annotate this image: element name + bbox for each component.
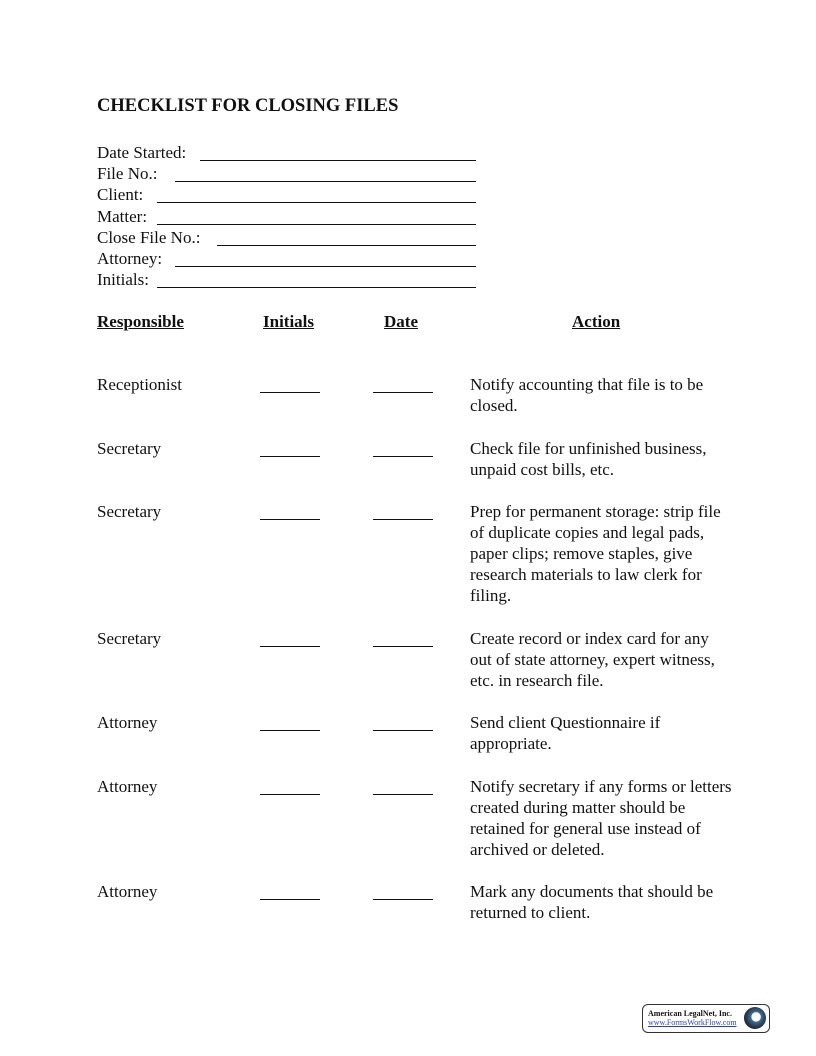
row-responsible: Secretary: [97, 502, 162, 521]
header-action: Action: [572, 312, 621, 331]
header-date: Date: [384, 312, 418, 331]
row-responsible: Attorney: [97, 882, 158, 901]
row-responsible: Attorney: [97, 713, 158, 732]
row-initials-blank[interactable]: [260, 501, 320, 520]
row-initials-blank[interactable]: [260, 628, 320, 647]
row-initials-blank[interactable]: [260, 881, 320, 900]
field-input-line[interactable]: [200, 142, 476, 161]
row-initials-blank[interactable]: [260, 712, 320, 731]
row-date-blank[interactable]: [373, 712, 433, 731]
field-label: Client:: [97, 185, 144, 205]
row-responsible: Secretary: [97, 439, 162, 458]
row-responsible: Receptionist: [97, 375, 182, 394]
row-action: Prep for permanent storage: strip file of duplicate copies and legal pads, paper clips; remove staples, give research materials to law clerk for filing.: [470, 502, 721, 605]
header-initials: Initials: [263, 312, 315, 331]
row-action: Create record or index card for any out of state attorney, expert witness, etc. in research file.: [470, 629, 715, 690]
header-responsible: Responsible: [97, 312, 184, 331]
row-date-blank[interactable]: [373, 501, 433, 520]
logo-url-link[interactable]: www.FormsWorkFlow.com: [648, 1018, 737, 1027]
row-initials-blank[interactable]: [260, 374, 320, 393]
row-initials-blank[interactable]: [260, 438, 320, 457]
row-date-blank[interactable]: [373, 628, 433, 647]
row-responsible: Secretary: [97, 629, 162, 648]
row-action: Check file for unfinished business, unpaid cost bills, etc.: [470, 439, 707, 479]
row-action: Send client Questionnaire if appropriate.: [470, 713, 661, 753]
row-date-blank[interactable]: [373, 776, 433, 795]
row-date-blank[interactable]: [373, 374, 433, 393]
row-date-blank[interactable]: [373, 438, 433, 457]
field-input-line[interactable]: [157, 206, 476, 225]
field-label: Close File No.:: [97, 227, 201, 247]
row-action: Notify accounting that file is to be closed.: [470, 375, 704, 415]
field-label: Matter:: [97, 206, 148, 226]
field-label: Date Started:: [97, 143, 187, 162]
field-label: Initials:: [97, 270, 149, 290]
row-initials-blank[interactable]: [260, 776, 320, 795]
field-input-line[interactable]: [175, 163, 476, 182]
row-responsible: Attorney: [97, 777, 158, 796]
field-input-line[interactable]: [157, 184, 476, 203]
row-action: Mark any documents that should be returned to client.: [470, 882, 714, 922]
logo-name: American LegalNet, Inc.: [648, 1009, 732, 1018]
field-input-line[interactable]: [217, 227, 476, 246]
globe-icon: [744, 1007, 766, 1029]
field-input-line[interactable]: [175, 248, 476, 267]
field-label: File No.:: [97, 164, 158, 184]
page-title: CHECKLIST FOR CLOSING FILES: [97, 96, 399, 116]
field-input-line[interactable]: [157, 269, 476, 288]
row-action: Notify secretary if any forms or letters created during matter should be retained for general use instead of archived or deleted.: [470, 777, 732, 859]
american-legalnet-logo[interactable]: [642, 1004, 770, 1033]
row-date-blank[interactable]: [373, 881, 433, 900]
field-label: Attorney:: [97, 249, 163, 268]
